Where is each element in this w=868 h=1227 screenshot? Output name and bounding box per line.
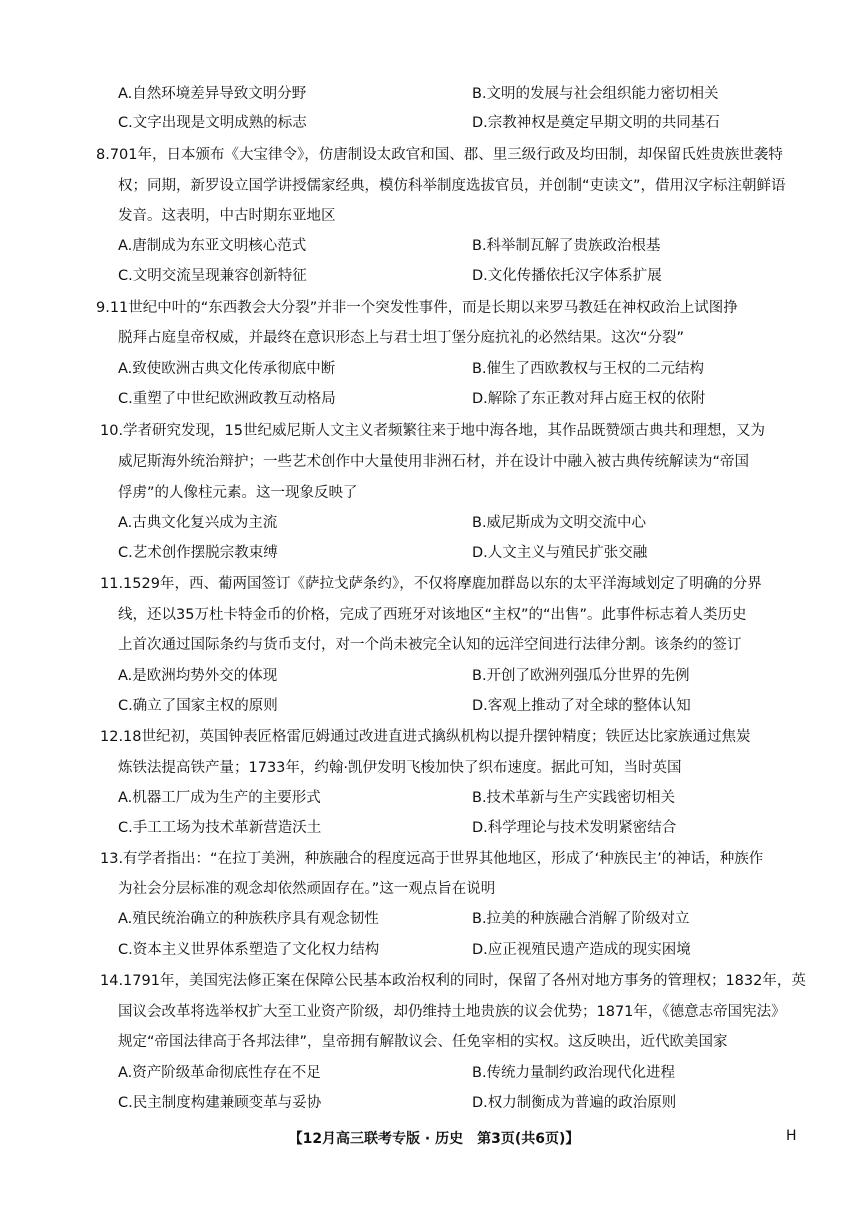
q11-option-b: B.开创了欧洲列强瓜分世界的先例 <box>472 668 690 684</box>
q11-option-c: C.确立了国家主权的原则 <box>118 698 278 714</box>
q14-option-c: C.民主制度构建兼顾变革与妥协 <box>118 1095 322 1111</box>
q9-stem-line-2: 脱拜占庭皇帝权威，并最终在意识形态上与君士坦丁堡分庭抗礼的必然结果。这次“分裂” <box>118 330 685 346</box>
q9-option-d: D.解除了东正教对拜占庭王权的依附 <box>472 391 706 407</box>
q8-stem-line-2: 权；同期，新罗设立国学讲授儒家经典，模仿科举制度选拔官员，并创制“吏读文”，借用汉字标注朝鲜语 <box>118 178 786 194</box>
q14-stem-line-2: 国议会改革将选举权扩大至工业资产阶级，却仍维持土地贵族的议会优势；1871年，《德意志帝国宪法》 <box>118 1004 786 1020</box>
q10-option-d: D.人文主义与殖民扩张交融 <box>472 545 648 561</box>
q11-option-a: A.是欧洲均势外交的体现 <box>118 668 278 684</box>
q8-option-b: B.科举制瓦解了贵族政治根基 <box>472 238 661 254</box>
q13-option-d: D.应正视殖民遗产造成的现实困境 <box>472 942 691 958</box>
q11-option-d: D.客观上推动了对全球的整体认知 <box>472 698 691 714</box>
q8-option-c: C.文明交流呈现兼容创新特征 <box>118 268 307 284</box>
q9-stem-line-1: 9.11世纪中叶的“东西教会大分裂”并非一个突发性事件，而是长期以来罗马教廷在神权政治上试图挣 <box>96 300 738 316</box>
q12-stem-line-1: 12.18世纪初，英国钟表匠格雷厄姆通过改进直进式擒纵机构以提升摆钟精度；铁匠达比家族通过焦炭 <box>100 729 751 745</box>
q9-option-a: A.致使欧洲古典文化传承彻底中断 <box>118 361 336 377</box>
q8-stem-line-1: 8.701年，日本颁布《大宝律令》，仿唐制设太政官和国、郡、里三级行政及均田制，却保留氏姓贵族世袭特 <box>96 147 783 163</box>
q7-option-a: A.自然环境差异导致文明分野 <box>118 86 307 102</box>
q14-option-d: D.权力制衡成为普遍的政治原则 <box>472 1095 677 1111</box>
q12-stem-line-2: 炼铁法提高铁产量；1733年，约翰·凯伊发明飞梭加快了织布速度。据此可知，当时英国 <box>118 760 682 776</box>
q10-stem-line-1: 10.学者研究发现，15世纪威尼斯人文主义者频繁往来于地中海各地，其作品既赞颂古典共和理想，又为 <box>100 423 766 439</box>
q7-option-b: B.文明的发展与社会组织能力密切相关 <box>472 86 719 102</box>
q12-option-c: C.手工工场为技术革新营造沃土 <box>118 820 322 836</box>
q9-option-b: B.催生了西欧教权与王权的二元结构 <box>472 361 705 377</box>
q10-stem-line-2: 威尼斯海外统治辩护；一些艺术创作中大量使用非洲石材，并在设计中融入被古典传统解读为“帝国 <box>118 454 750 470</box>
q10-option-c: C.艺术创作摆脱宗教束缚 <box>118 545 278 561</box>
q8-stem-line-3: 发音。这表明，中古时期东亚地区 <box>118 208 336 224</box>
q13-option-b: B.拉美的种族融合消解了阶级对立 <box>472 911 690 927</box>
q13-stem-line-2: 为社会分层标准的观念却依然顽固存在。”这一观点旨在说明 <box>118 881 496 897</box>
q13-option-c: C.资本主义世界体系塑造了文化权力结构 <box>118 942 380 958</box>
q11-stem-line-2: 线，还以35万杜卡特金币的价格，完成了西班牙对该地区“主权”的“出售”。此事件标志着人类历史 <box>118 607 747 623</box>
q13-option-a: A.殖民统治确立的种族秩序具有观念韧性 <box>118 911 379 927</box>
q10-stem-line-3: 俘虏”的人像柱元素。这一现象反映了 <box>118 485 358 501</box>
q11-stem-line-3: 上首次通过国际条约与货币支付，对一个尚未被完全认知的远洋空间进行法律分割。该条约的签订 <box>118 637 742 653</box>
q14-option-a: A.资产阶级革命彻底性存在不足 <box>118 1065 321 1081</box>
q10-option-b: B.威尼斯成为文明交流中心 <box>472 515 647 531</box>
q10-option-a: A.古典文化复兴成为主流 <box>118 515 278 531</box>
q12-option-b: B.技术革新与生产实践密切相关 <box>472 790 676 806</box>
q7-option-c: C.文字出现是文明成熟的标志 <box>118 115 307 131</box>
q14-stem-line-3: 规定“帝国法律高于各邦法律”，皇帝拥有解散议会、任免宰相的实权。这反映出，近代欧美国家 <box>118 1034 728 1050</box>
q13-stem-line-1: 13.有学者指出：“在拉丁美洲，种族融合的程度远高于世界其他地区，形成了‘种族民主’的神话，种族作 <box>100 851 764 867</box>
q8-option-d: D.文化传播依托汉字体系扩展 <box>472 268 662 284</box>
q14-option-b: B.传统力量制约政治现代化进程 <box>472 1065 676 1081</box>
q12-option-a: A.机器工厂成为生产的主要形式 <box>118 790 321 806</box>
q12-option-d: D.科学理论与技术发明紧密结合 <box>472 820 677 836</box>
q7-option-d: D.宗教神权是奠定早期文明的共同基石 <box>472 115 720 131</box>
q9-option-c: C.重塑了中世纪欧洲政教互动格局 <box>118 391 336 407</box>
page-footer: 【12月高三联考专版 · 历史 第3页(共6页)】 <box>288 1131 580 1147</box>
q11-stem-line-1: 11.1529年，西、葡两国签订《萨拉戈萨条约》，不仅将摩鹿加群岛以东的太平洋海域划定了明确的分界 <box>100 576 762 592</box>
q14-stem-line-1: 14.1791年，美国宪法修正案在保障公民基本政治权利的同时，保留了各州对地方事务的管理权；1832年，英 <box>100 973 806 989</box>
version-mark: H <box>786 1128 797 1144</box>
q8-option-a: A.唐制成为东亚文明核心范式 <box>118 238 307 254</box>
